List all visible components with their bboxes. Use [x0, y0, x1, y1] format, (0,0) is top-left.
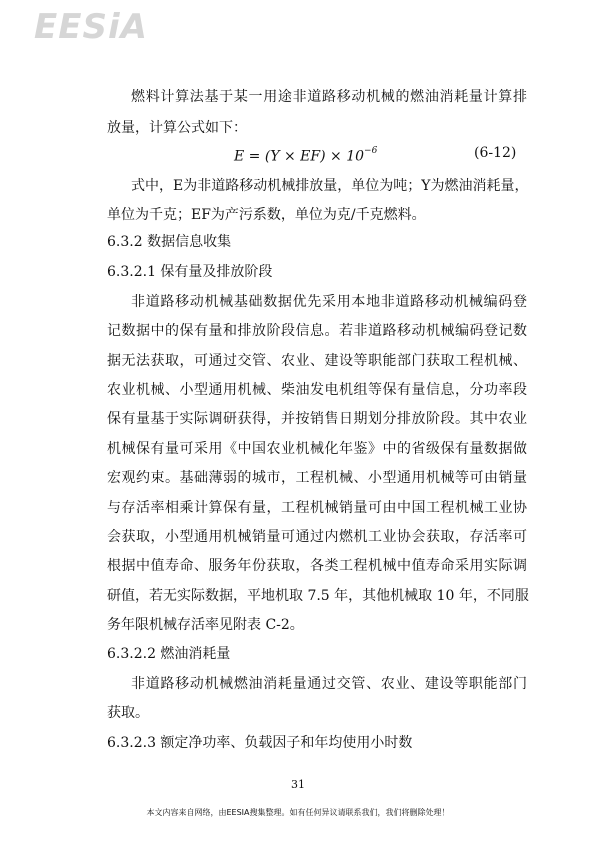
paragraph-line: 记数据中的保有量和排放阶段信息。若非道路移动机械编码登记数 [107, 323, 527, 339]
section-heading: 6.3.2 数据信息收集 [107, 234, 232, 250]
footer-notice: 本文内容来自网络，由EESIA搜集整理。如有任何异议请联系我们，我们将删除处理！ [146, 808, 450, 817]
paragraph-line: 放量，计算公式如下： [107, 120, 247, 136]
paragraph-line: 燃料计算法基于某一用途非道路移动机械的燃油消耗量计算排 [131, 89, 527, 105]
paragraph-line: 务年限机械存活率见附表 C-2。 [107, 617, 304, 633]
paragraph-line: 保有量基于实际调研获得，并按销售日期划分排放阶段。其中农业 [107, 411, 527, 427]
paragraph-line: 获取。 [107, 705, 149, 721]
paragraph-line: 非道路移动机械基础数据优先采用本地非道路移动机械编码登 [131, 294, 527, 310]
subsection-heading: 6.3.2.3 额定净功率、负载因子和年均使用小时数 [107, 735, 413, 751]
page-number: 31 [291, 778, 305, 791]
paragraph-line: 宏观约束。基础薄弱的城市，工程机械、小型通用机械等可由销量 [107, 470, 527, 486]
formula [234, 144, 377, 166]
paragraph-line: 据无法获取，可通过交管、农业、建设等职能部门获取工程机械、 [107, 353, 527, 369]
paragraph-line: 单位为千克；EF为产污系数，单位为克/千克燃料。 [107, 207, 426, 223]
eesia-logo: EESiA [34, 7, 148, 47]
paragraph-line: 机械保有量可采用《中国农业机械化年鉴》中的省级保有量数据做 [107, 441, 527, 457]
subsection-heading: 6.3.2.2 燃油消耗量 [107, 646, 231, 662]
paragraph-line: 农业机械、小型通用机械、柴油发电机组等保有量信息，分功率段 [107, 382, 527, 398]
formula-exponent: −6 [364, 146, 378, 156]
paragraph-line: 非道路移动机械燃油消耗量通过交管、农业、建设等职能部门 [131, 676, 527, 692]
paragraph-line: 会获取，小型通用机械销量可通过内燃机工业协会获取，存活率可 [107, 529, 527, 545]
formula-expression: E = (Y × EF) × 10 [234, 148, 365, 165]
paragraph-line: 根据中值寿命、服务年份获取，各类工程机械中值寿命采用实际调 [107, 558, 527, 574]
equation-number: (6-12) [474, 145, 517, 161]
subsection-heading: 6.3.2.1 保有量及排放阶段 [107, 264, 273, 280]
paragraph-line: 研值，若无实际数据，平地机取 7.5 年，其他机械取 10 年，不同服 [107, 588, 529, 604]
paragraph-line: 式中，E为非道路移动机械排放量，单位为吨；Y为燃油消耗量， [131, 178, 529, 194]
paragraph-line: 与存活率相乘计算保有量，工程机械销量可由中国工程机械工业协 [107, 500, 527, 516]
